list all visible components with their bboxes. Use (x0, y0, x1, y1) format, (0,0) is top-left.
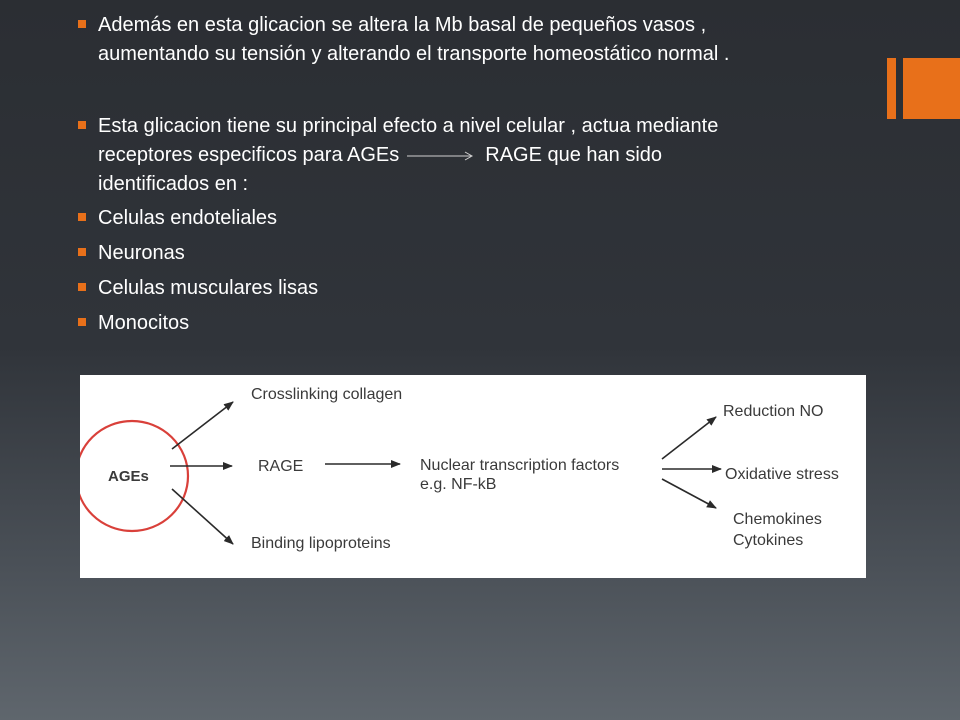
square-bullet-icon (78, 20, 86, 28)
arrow-ages-to-binding (172, 489, 233, 544)
node-cytokines: Cytokines (733, 532, 804, 549)
node-ages: AGEs (108, 468, 149, 485)
bullet-text: Neuronas (98, 242, 185, 264)
bullet-text: Monocitos (98, 312, 190, 334)
node-nuclear-line1: Nuclear transcription factors (420, 457, 620, 474)
square-bullet-icon (78, 248, 86, 256)
node-nuclear-line2: e.g. NF-kB (420, 476, 497, 493)
bullet-line-with-arrow (98, 142, 662, 168)
bullet-line: aumentando su tensión y alterando el transporte homeostático normal . (98, 43, 730, 65)
accent-bar-thin (887, 58, 896, 119)
node-crosslinking: Crosslinking collagen (251, 386, 403, 403)
node-rage: RAGE (258, 458, 304, 475)
diagram-canvas (80, 375, 866, 578)
arrow-nuclear-to-reduction (662, 417, 716, 459)
node-binding: Binding lipoproteins (251, 535, 391, 552)
square-bullet-icon (78, 121, 86, 129)
accent-bar-thick (903, 58, 960, 119)
bullet-text: Celulas musculares lisas (98, 277, 319, 299)
square-bullet-icon (78, 318, 86, 326)
bullet-text: Celulas endoteliales (98, 207, 278, 229)
bullet-line: identificados en : (98, 173, 249, 195)
square-bullet-icon (78, 283, 86, 291)
right-arrow-icon (407, 151, 475, 161)
node-chemokines: Chemokines (733, 511, 822, 528)
arrow-nuclear-to-chemokines (662, 479, 716, 508)
node-reduction: Reduction NO (723, 403, 824, 420)
bullet-line: Esta glicacion tiene su principal efecto a nivel celular , actua mediante (98, 115, 719, 137)
square-bullet-icon (78, 213, 86, 221)
ages-pathway-diagram (80, 375, 866, 578)
bullet-line-part: receptores especificos para AGEs (98, 144, 400, 166)
bullet-line: Además en esta glicacion se altera la Mb basal de pequeños vasos , (98, 14, 707, 36)
arrow-ages-to-crosslinking (172, 402, 233, 449)
node-oxidative: Oxidative stress (725, 466, 839, 483)
bullet-line-part: RAGE que han sido (485, 144, 663, 166)
